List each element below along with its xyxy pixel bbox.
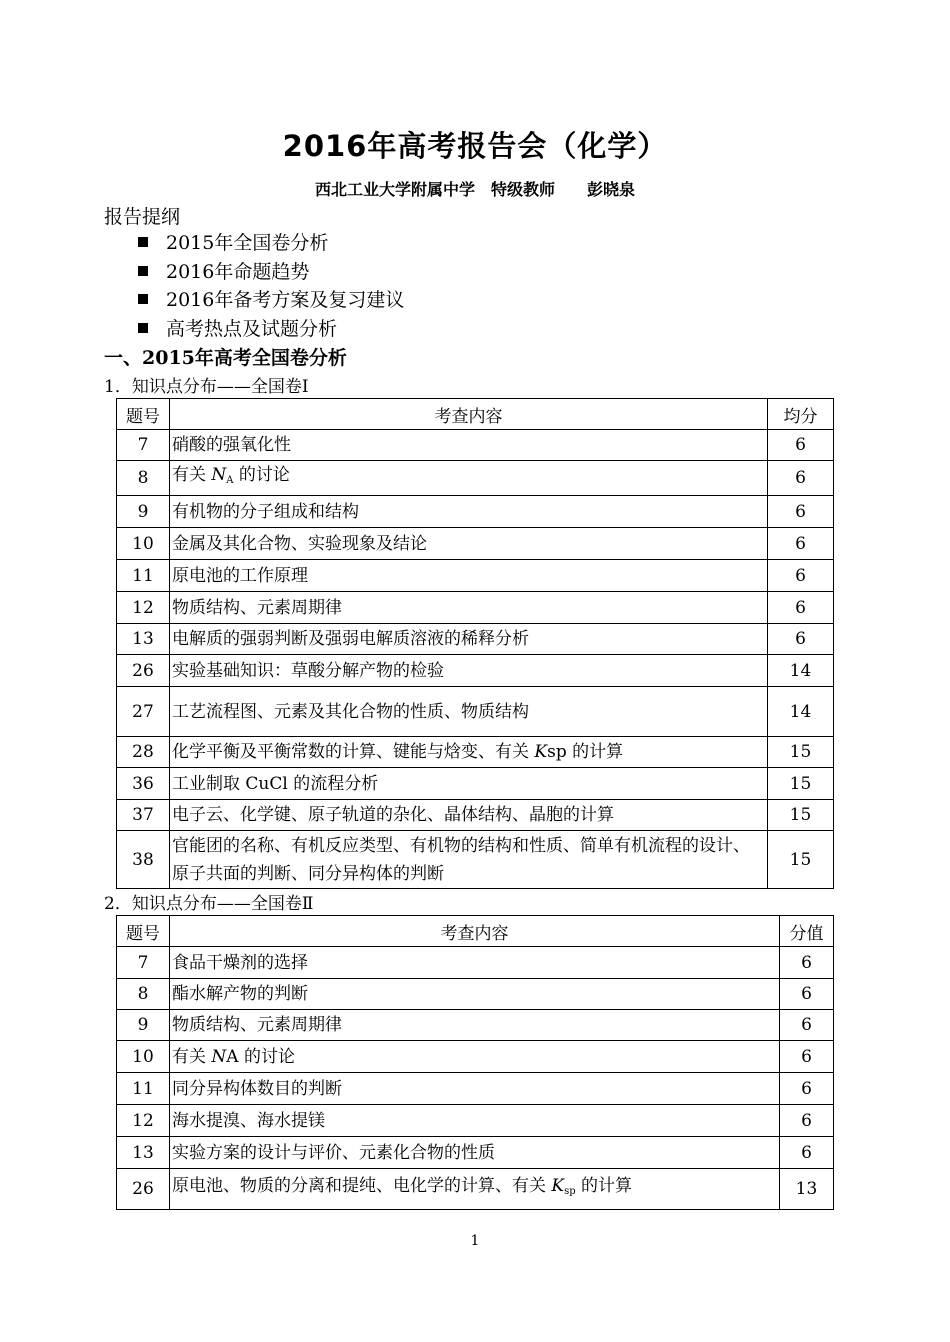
table-row	[117, 1073, 834, 1105]
question-number-cell: 12	[117, 1105, 170, 1137]
content-cell: 有关 NA 的讨论	[170, 1041, 780, 1073]
content-cell: 同分异构体数目的判断	[170, 1073, 780, 1105]
question-number-cell: 13	[117, 1137, 170, 1169]
question-number-cell: 12	[117, 592, 170, 624]
content-cell: 酯水解产物的判断	[170, 979, 780, 1010]
author-line: 西北工业大学附属中学 特级教师 彭晓泉	[314, 180, 635, 199]
question-number-cell: 11	[117, 1073, 170, 1105]
content-cell: 工业制取 CuCl 的流程分析	[170, 768, 768, 800]
content-cell: 硝酸的强氧化性	[170, 430, 768, 461]
score-cell: 15	[768, 831, 834, 889]
square-bullet-icon	[138, 323, 148, 333]
question-number-cell: 9	[117, 496, 170, 528]
content-cell: 物质结构、元素周期律	[170, 1010, 780, 1041]
square-bullet-icon	[138, 266, 148, 276]
document-title: 2016年高考报告会（化学）	[282, 129, 668, 163]
score-cell: 6	[768, 624, 834, 655]
score-cell: 6	[768, 430, 834, 461]
content-cell: 物质结构、元素周期律	[170, 592, 768, 624]
score-cell: 6	[780, 979, 834, 1010]
question-number-cell: 8	[117, 461, 170, 496]
outline-heading: 报告提纲	[104, 206, 181, 228]
content-cell: 实验基础知识：草酸分解产物的检验	[170, 655, 768, 687]
content-cell: 电子云、化学键、原子轨道的杂化、晶体结构、晶胞的计算	[170, 800, 768, 831]
table-row	[117, 655, 834, 687]
table-row	[117, 979, 834, 1010]
question-number-cell: 8	[117, 979, 170, 1010]
table-row	[117, 1041, 834, 1073]
square-bullet-icon	[138, 294, 148, 304]
question-number-cell: 13	[117, 624, 170, 655]
column-header: 均分	[768, 399, 834, 430]
table-row	[117, 737, 834, 768]
question-number-cell: 10	[117, 528, 170, 560]
table-row	[117, 496, 834, 528]
knowledge-table-1	[116, 398, 834, 889]
column-header: 考查内容	[170, 399, 768, 430]
score-cell: 6	[780, 1073, 834, 1105]
content-cell: 工艺流程图、元素及其化合物的性质、物质结构	[170, 687, 768, 737]
column-header: 考查内容	[170, 916, 780, 947]
table-row	[117, 528, 834, 560]
table-row	[117, 1010, 834, 1041]
outline-list	[138, 229, 404, 343]
table-row	[117, 800, 834, 831]
score-cell: 6	[780, 1010, 834, 1041]
score-cell: 15	[768, 800, 834, 831]
table-row	[117, 461, 834, 496]
score-cell: 6	[768, 496, 834, 528]
page-number: 1	[470, 1233, 480, 1249]
content-cell: 实验方案的设计与评价、元素化合物的性质	[170, 1137, 780, 1169]
table-header-row	[117, 399, 834, 430]
content-cell: 化学平衡及平衡常数的计算、键能与焓变、有关 Ksp 的计算	[170, 737, 768, 768]
content-cell: 原电池的工作原理	[170, 560, 768, 592]
table-row	[117, 831, 834, 889]
table-row	[117, 1105, 834, 1137]
score-cell: 6	[780, 1137, 834, 1169]
table1-heading: 1．知识点分布——全国卷Ⅰ	[104, 377, 309, 397]
table2-heading: 2．知识点分布——全国卷Ⅱ	[104, 894, 314, 914]
table-row	[117, 768, 834, 800]
content-cell: 有机物的分子组成和结构	[170, 496, 768, 528]
question-number-cell: 26	[117, 655, 170, 687]
score-cell: 6	[768, 592, 834, 624]
section-heading: 一、2015年高考全国卷分析	[104, 347, 347, 369]
table-row	[117, 560, 834, 592]
table-row	[117, 1169, 834, 1210]
content-cell: 金属及其化合物、实验现象及结论	[170, 528, 768, 560]
question-number-cell: 27	[117, 687, 170, 737]
knowledge-table-2	[116, 915, 834, 1210]
content-cell: 原电池、物质的分离和提纯、电化学的计算、有关 $K_{sp}$ 的计算	[170, 1169, 780, 1210]
question-number-cell: 9	[117, 1010, 170, 1041]
content-cell: 海水提溴、海水提镁	[170, 1105, 780, 1137]
score-cell: 6	[780, 1105, 834, 1137]
outline-item: 2015年全国卷分析	[138, 229, 404, 258]
outline-item: 2016年命题趋势	[138, 258, 404, 287]
question-number-cell: 26	[117, 1169, 170, 1210]
score-cell: 15	[768, 768, 834, 800]
outline-item: 2016年备考方案及复习建议	[138, 286, 404, 315]
square-bullet-icon	[138, 237, 148, 247]
score-cell: 14	[768, 655, 834, 687]
content-cell: 有关 $N_A$ 的讨论	[170, 461, 768, 496]
table-header-row	[117, 916, 834, 947]
question-number-cell: 37	[117, 800, 170, 831]
table-row	[117, 947, 834, 979]
score-cell: 6	[768, 528, 834, 560]
question-number-cell: 7	[117, 430, 170, 461]
question-number-cell: 10	[117, 1041, 170, 1073]
question-number-cell: 38	[117, 831, 170, 889]
table-row	[117, 624, 834, 655]
question-number-cell: 7	[117, 947, 170, 979]
table-row	[117, 592, 834, 624]
question-number-cell: 36	[117, 768, 170, 800]
column-header: 题号	[117, 399, 170, 430]
score-cell: 13	[780, 1169, 834, 1210]
score-cell: 14	[768, 687, 834, 737]
content-cell: 官能团的名称、有机反应类型、有机物的结构和性质、简单有机流程的设计、原子共面的判断、同分异构体的判断	[170, 831, 768, 889]
table-row	[117, 1137, 834, 1169]
score-cell: 6	[768, 560, 834, 592]
table-row	[117, 687, 834, 737]
question-number-cell: 11	[117, 560, 170, 592]
content-cell: 电解质的强弱判断及强弱电解质溶液的稀释分析	[170, 624, 768, 655]
column-header: 分值	[780, 916, 834, 947]
score-cell: 6	[768, 461, 834, 496]
score-cell: 6	[780, 947, 834, 979]
table-row	[117, 430, 834, 461]
content-cell: 食品干燥剂的选择	[170, 947, 780, 979]
score-cell: 15	[768, 737, 834, 768]
column-header: 题号	[117, 916, 170, 947]
outline-item: 高考热点及试题分析	[138, 315, 404, 344]
score-cell: 6	[780, 1041, 834, 1073]
question-number-cell: 28	[117, 737, 170, 768]
